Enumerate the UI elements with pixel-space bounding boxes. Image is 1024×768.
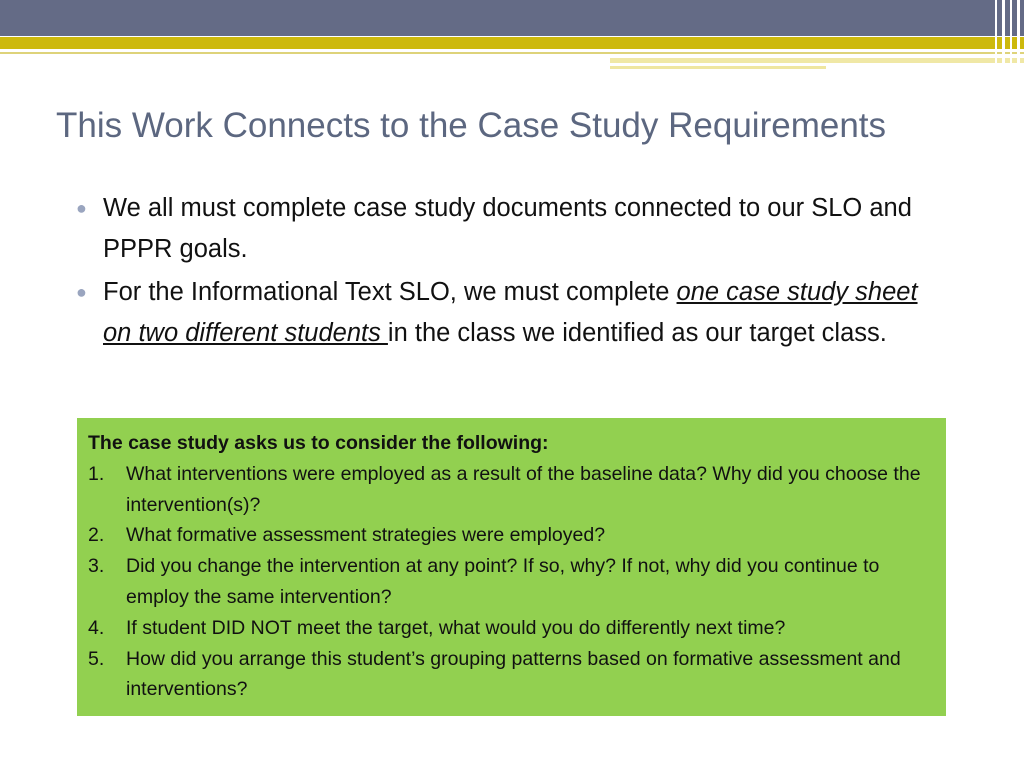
bullet-text-before: For the Informational Text SLO, we must complete	[103, 278, 677, 306]
question-item	[88, 459, 936, 521]
header-white-line	[560, 55, 948, 57]
question-text: Did you change the intervention at any point? If so, why? If not, why did you continue to employ the same intervention?	[126, 555, 880, 608]
bullet-item	[76, 272, 936, 354]
bullet-text-after: in the class we identified as our target class.	[387, 319, 887, 347]
question-text: If student DID NOT meet the target, what would you do differently next time?	[126, 616, 786, 639]
header-gold-bar	[0, 37, 1024, 49]
question-number: 5.	[88, 647, 105, 670]
question-item	[88, 644, 936, 706]
question-item	[88, 520, 936, 551]
header-gold-line-short	[610, 58, 1024, 63]
header-vertical-stripe	[1002, 0, 1005, 72]
question-text: What formative assessment strategies were employed?	[126, 524, 606, 547]
header-vertical-stripe	[1010, 0, 1012, 72]
bullet-text: We all must complete case study documents connected to our SLO and PPPR goals.	[103, 194, 912, 263]
question-item	[88, 551, 936, 613]
bullet-item	[76, 188, 936, 270]
question-text: How did you arrange this student’s grouping patterns based on formative assessment and interventions?	[126, 647, 901, 701]
case-study-questions	[88, 459, 936, 705]
header-slate-bar	[0, 0, 1024, 36]
question-item	[88, 613, 936, 644]
header-vertical-stripe	[1017, 0, 1020, 72]
slide-title: This Work Connects to the Case Study Requirements	[56, 106, 887, 145]
case-study-box	[77, 418, 946, 716]
question-number: 2.	[88, 524, 105, 547]
question-text: What interventions were employed as a result of the baseline data? Why did you choose the intervention(s)?	[126, 462, 921, 516]
header-vertical-stripe	[995, 0, 997, 72]
bullet-dot-icon: ●	[76, 198, 87, 218]
question-number: 1.	[88, 462, 105, 485]
bullet-emphasis: one case study sheet on two different students	[103, 278, 918, 347]
header-gold-line-shorter	[610, 66, 826, 69]
header-gold-line	[0, 52, 1024, 54]
question-number: 4.	[88, 616, 105, 639]
header-band	[0, 0, 1024, 72]
question-number: 3.	[88, 555, 105, 578]
case-study-heading: The case study asks us to consider the following:	[88, 432, 549, 454]
bullet-dot-icon: ●	[76, 282, 87, 302]
bullet-list	[76, 188, 936, 356]
